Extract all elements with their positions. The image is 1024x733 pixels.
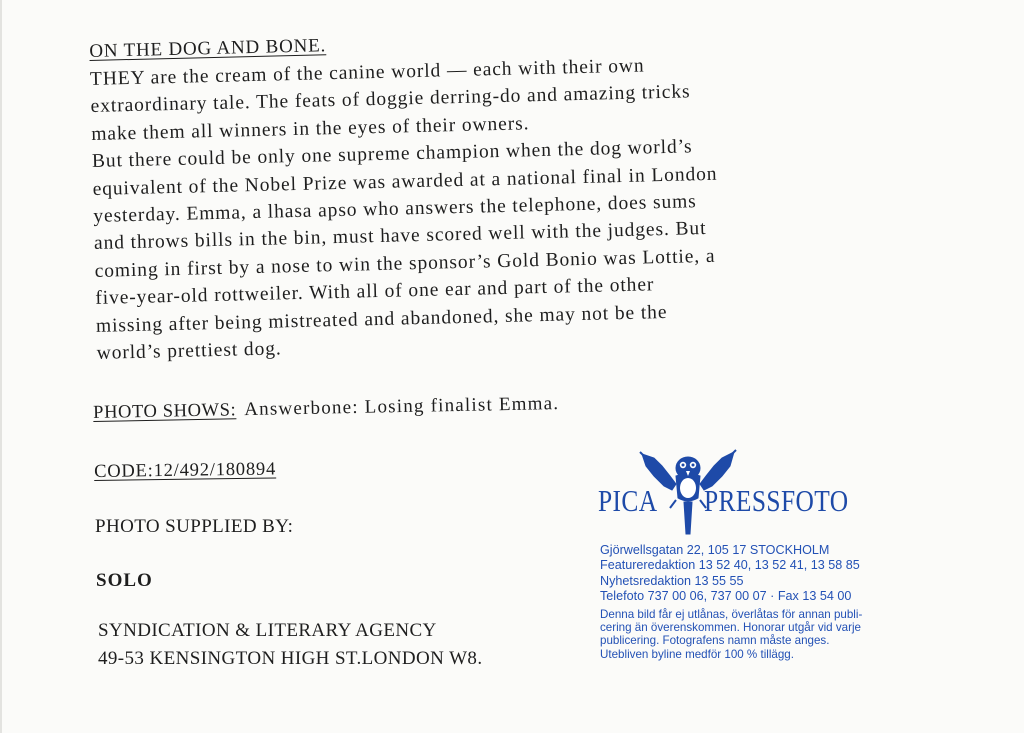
article-headline: ON THE DOG AND BONE. bbox=[89, 35, 327, 62]
supplier-address: 49-53 KENSINGTON HIGH ST.LONDON W8. bbox=[98, 648, 483, 669]
supplier-agency: SYNDICATION & LITERARY AGENCY bbox=[98, 620, 437, 641]
pica-features: Featureredaktion 13 52 40, 13 52 41, 13 58 85 bbox=[600, 558, 860, 573]
pica-notice-line: cering än överenskommen. Honorar utgår vid varje bbox=[600, 621, 861, 635]
article-line: yesterday. Emma, a lhasa apso who answers the telephone, does sums bbox=[93, 191, 697, 227]
photo-code: CODE:12/492/180894 bbox=[94, 459, 277, 482]
pica-contact-info bbox=[600, 543, 862, 661]
supplier-label: PHOTO SUPPLIED BY: bbox=[95, 516, 294, 537]
pica-address: Gjörwellsgatan 22, 105 17 STOCKHOLM bbox=[600, 543, 830, 557]
article-text bbox=[89, 19, 887, 368]
pica-notice-line: publicering. Fotografens namn måste anges. bbox=[600, 634, 830, 648]
article-line: equivalent of the Nobel Prize was awarded at a national final in London bbox=[92, 163, 718, 200]
caption-value: Answerbone: Losing finalist Emma. bbox=[244, 393, 560, 421]
caption-label: PHOTO SHOWS: bbox=[93, 400, 237, 423]
paper-edge bbox=[0, 0, 2, 733]
pica-news: Nyhetsredaktion 13 55 55 bbox=[600, 573, 744, 588]
pica-telefoto: Telefoto 737 00 06, 737 00 07 · Fax 13 54 00 bbox=[600, 589, 852, 604]
pica-notice-line: Denna bild får ej utlånas, överlåtas för annan publi- bbox=[600, 607, 863, 621]
article-line: THEY are the cream of the canine world — each with their own bbox=[89, 55, 645, 90]
pica-brand-left: PICA bbox=[598, 483, 658, 518]
article-line: and throws bills in the bin, must have scored well with the judges. But bbox=[93, 218, 707, 255]
article-line: coming in first by a nose to win the sponsor’s Gold Bonio was Lottie, a bbox=[94, 245, 716, 282]
pica-pressfoto-stamp bbox=[598, 446, 918, 686]
article-line: But there could be only one supreme champion when the dog world’s bbox=[91, 136, 693, 173]
article-line: make them all winners in the eyes of their owners. bbox=[91, 113, 530, 145]
article-line: five-year-old rottweiler. With all of one ear and part of the other bbox=[95, 274, 655, 310]
photo-caption bbox=[93, 393, 559, 424]
supplier-name: SOLO bbox=[96, 570, 153, 591]
pica-notice-line: Utebliven byline medför 100 % tillägg. bbox=[600, 647, 794, 661]
pica-brand-right: PRESSFOTO bbox=[704, 483, 849, 518]
article-line: world’s prettiest dog. bbox=[96, 338, 282, 364]
article-line: extraordinary tale. The feats of doggie derring-do and amazing tricks bbox=[90, 81, 691, 118]
article-line: missing after being mistreated and abandoned, she may not be the bbox=[95, 301, 668, 337]
